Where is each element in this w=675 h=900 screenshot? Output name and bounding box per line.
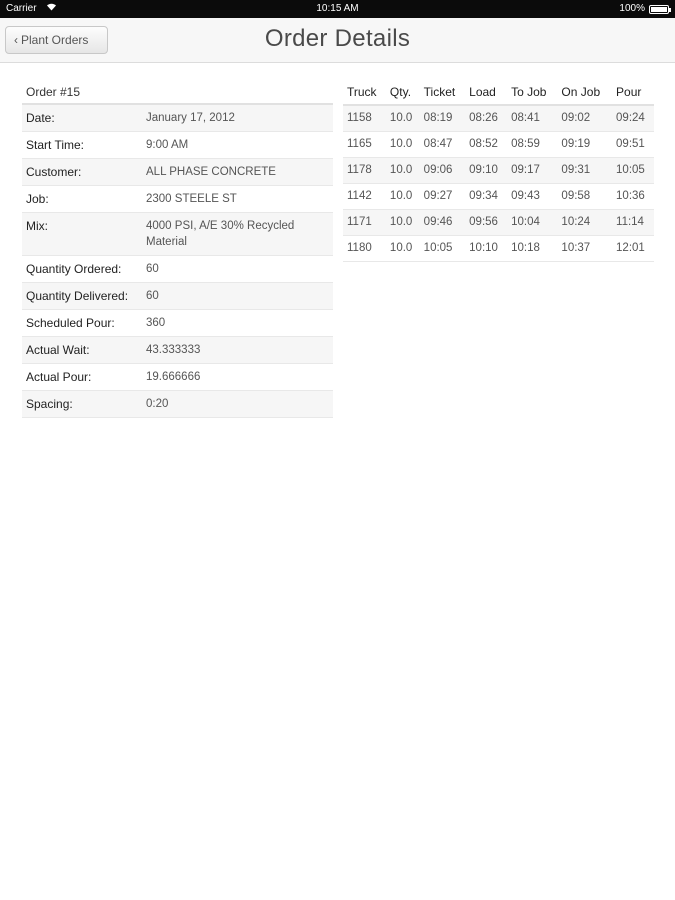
detail-label: Start Time:: [22, 132, 142, 159]
table-cell: 09:34: [465, 183, 507, 209]
detail-label: Mix:: [22, 213, 142, 256]
table-cell: 09:02: [557, 105, 612, 131]
page-title: Order Details: [264, 25, 411, 52]
chevron-left-icon: ‹: [14, 33, 18, 47]
table-cell: 10.0: [386, 157, 420, 183]
table-cell: 09:17: [507, 157, 557, 183]
column-header-truck: Truck: [343, 80, 386, 105]
detail-value: January 17, 2012: [142, 105, 333, 132]
detail-row-actual-wait: [22, 337, 333, 364]
table-cell: 08:41: [507, 105, 557, 131]
table-cell: 09:10: [465, 157, 507, 183]
order-number: Order #15: [22, 80, 333, 105]
clock-time: 10:15 AM: [316, 3, 359, 14]
detail-value: 360: [142, 310, 333, 337]
column-header-qty: Qty.: [386, 80, 420, 105]
table-cell: 08:19: [420, 105, 465, 131]
detail-label: Date:: [22, 105, 142, 132]
detail-label: Quantity Delivered:: [22, 283, 142, 310]
table-cell: 09:24: [612, 105, 654, 131]
table-cell: 10:05: [612, 157, 654, 183]
table-row: [343, 183, 654, 209]
table-row: [343, 209, 654, 235]
truck-loads-table: [343, 80, 654, 262]
table-cell: 09:51: [612, 131, 654, 157]
table-cell: 08:47: [420, 131, 465, 157]
table-row: [343, 235, 654, 261]
order-details-panel: [22, 80, 333, 418]
detail-row-start-time: [22, 132, 333, 159]
column-header-pour: Pour: [612, 80, 654, 105]
detail-row-quantity-ordered: [22, 256, 333, 283]
table-cell: 09:19: [557, 131, 612, 157]
table-cell: 08:26: [465, 105, 507, 131]
table-cell: 1178: [343, 157, 386, 183]
detail-value: ALL PHASE CONCRETE: [142, 159, 333, 186]
detail-value: 19.666666: [142, 364, 333, 391]
table-cell: 08:52: [465, 131, 507, 157]
table-cell: 11:14: [612, 209, 654, 235]
table-cell: 08:59: [507, 131, 557, 157]
detail-value: 2300 STEELE ST: [142, 186, 333, 213]
detail-row-actual-pour: [22, 364, 333, 391]
detail-value: 4000 PSI, A/E 30% Recycled Material: [142, 213, 333, 256]
battery-icon: [649, 5, 669, 14]
table-cell: 10.0: [386, 131, 420, 157]
table-cell: 10.0: [386, 183, 420, 209]
table-cell: 09:27: [420, 183, 465, 209]
table-cell: 10:36: [612, 183, 654, 209]
column-header-to-job: To Job: [507, 80, 557, 105]
table-header-row: [343, 80, 654, 105]
table-row: [343, 105, 654, 131]
table-cell: 09:46: [420, 209, 465, 235]
detail-row-date: [22, 105, 333, 132]
table-cell: 1165: [343, 131, 386, 157]
navigation-bar: [0, 18, 675, 63]
table-cell: 10:04: [507, 209, 557, 235]
detail-value: 9:00 AM: [142, 132, 333, 159]
table-cell: 10.0: [386, 235, 420, 261]
detail-row-customer: [22, 159, 333, 186]
detail-row-scheduled-pour: [22, 310, 333, 337]
detail-value: 60: [142, 256, 333, 283]
table-cell: 10.0: [386, 105, 420, 131]
status-bar: [0, 0, 675, 18]
detail-row-mix: [22, 213, 333, 256]
table-cell: 10:18: [507, 235, 557, 261]
table-cell: 1142: [343, 183, 386, 209]
detail-label: Actual Pour:: [22, 364, 142, 391]
detail-row-job: [22, 186, 333, 213]
detail-label: Spacing:: [22, 391, 142, 418]
detail-label: Actual Wait:: [22, 337, 142, 364]
table-cell: 09:43: [507, 183, 557, 209]
table-cell: 09:56: [465, 209, 507, 235]
detail-label: Job:: [22, 186, 142, 213]
table-cell: 12:01: [612, 235, 654, 261]
table-row: [343, 157, 654, 183]
back-button-label: Plant Orders: [21, 33, 89, 47]
carrier-label: Carrier: [6, 3, 37, 14]
table-cell: 09:06: [420, 157, 465, 183]
detail-label: Quantity Ordered:: [22, 256, 142, 283]
table-row: [343, 131, 654, 157]
battery-percent: 100%: [619, 3, 645, 14]
table-cell: 1171: [343, 209, 386, 235]
table-cell: 09:31: [557, 157, 612, 183]
detail-value: 43.333333: [142, 337, 333, 364]
detail-row-quantity-delivered: [22, 283, 333, 310]
table-cell: 10:05: [420, 235, 465, 261]
detail-label: Customer:: [22, 159, 142, 186]
column-header-load: Load: [465, 80, 507, 105]
table-cell: 10.0: [386, 209, 420, 235]
table-cell: 1180: [343, 235, 386, 261]
detail-row-spacing: [22, 391, 333, 418]
detail-value: 0:20: [142, 391, 333, 418]
column-header-on-job: On Job: [557, 80, 612, 105]
order-details-table: [22, 105, 333, 418]
column-header-ticket: Ticket: [420, 80, 465, 105]
truck-loads-panel: [343, 80, 654, 262]
table-cell: 10:10: [465, 235, 507, 261]
detail-value: 60: [142, 283, 333, 310]
table-cell: 09:58: [557, 183, 612, 209]
table-cell: 10:24: [557, 209, 612, 235]
table-cell: 1158: [343, 105, 386, 131]
detail-label: Scheduled Pour:: [22, 310, 142, 337]
table-cell: 10:37: [557, 235, 612, 261]
